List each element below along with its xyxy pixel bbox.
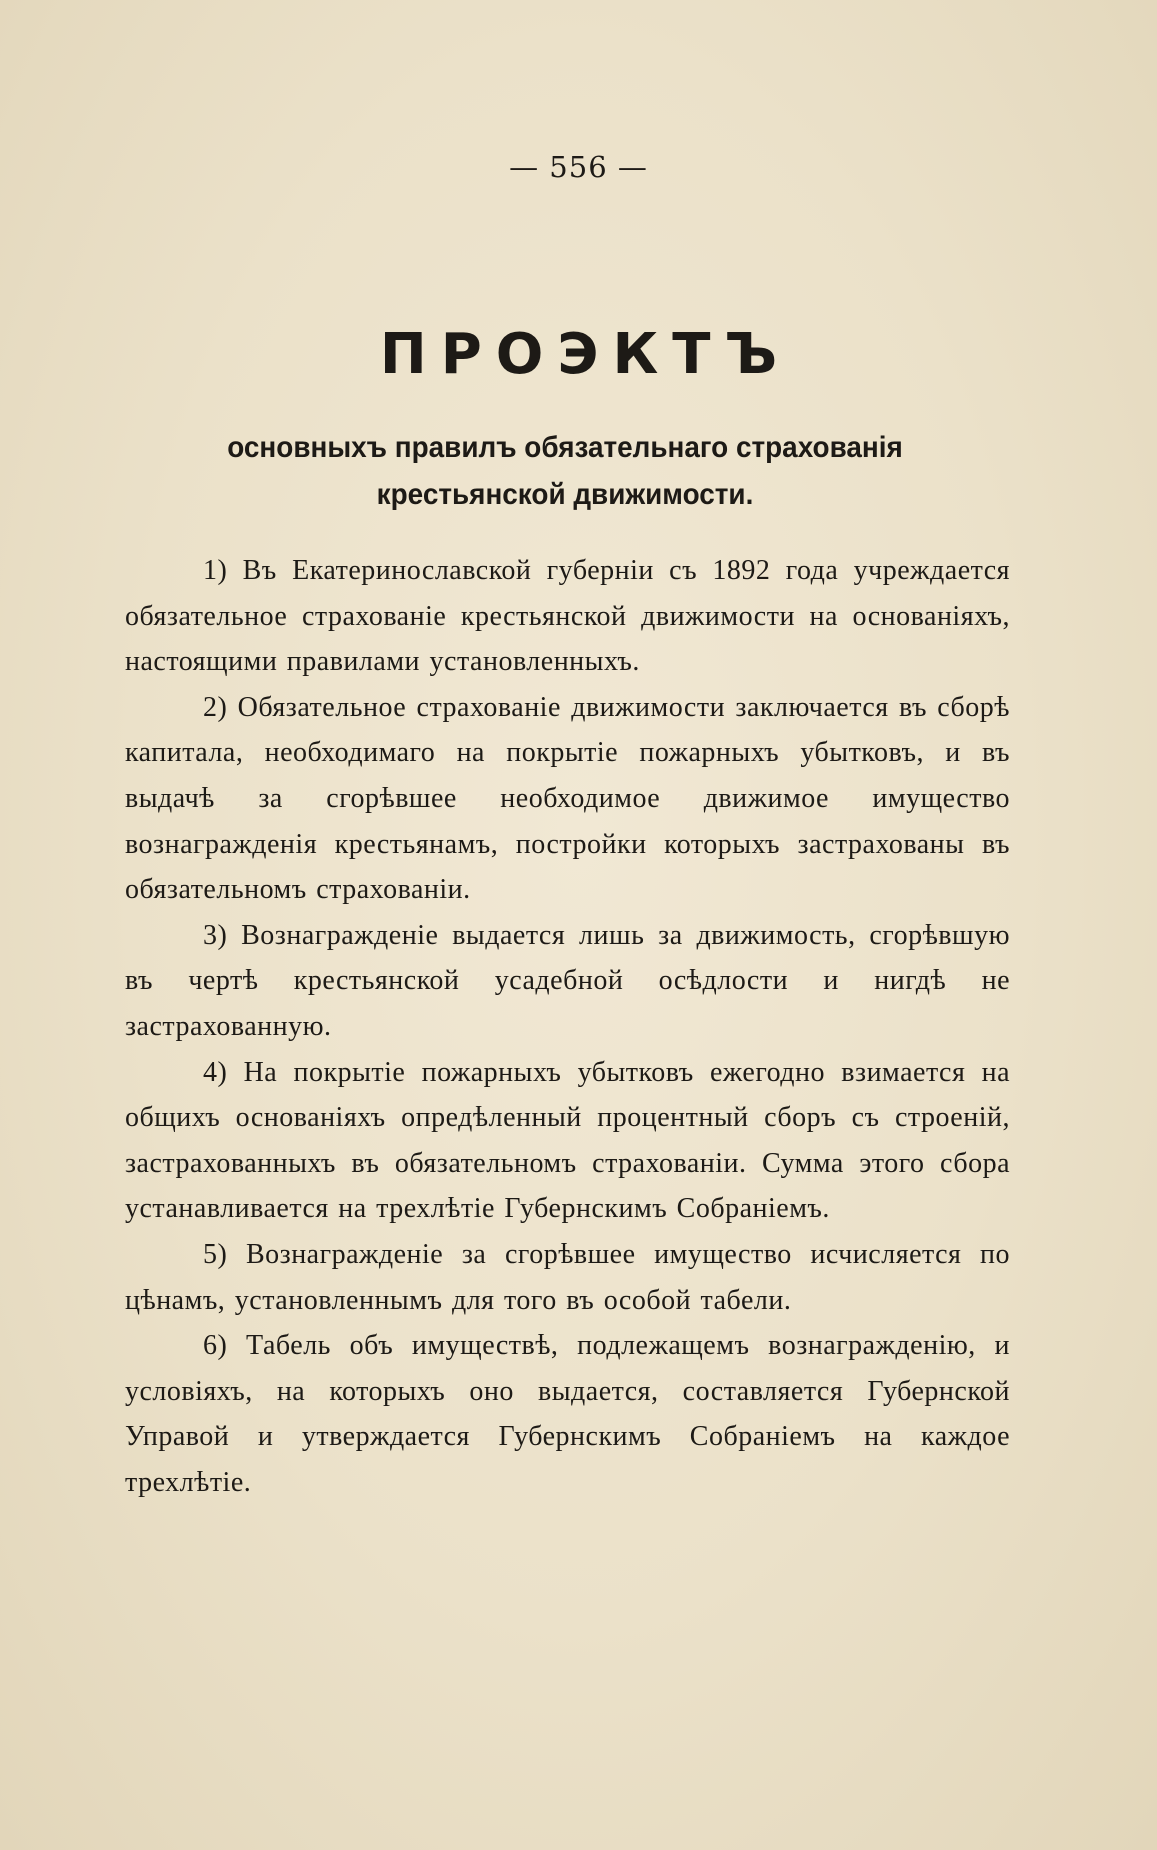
page-number: — 556 — bbox=[509, 150, 648, 184]
document-subtitle: основныхъ правилъ обязательнаго страхованія крестьянской движимости. bbox=[227, 431, 903, 511]
paragraph-4: 4) На покрытіе пожарныхъ убытковъ ежегодно взимается на общихъ основаніяхъ опредѣленный процентный сборъ съ строеній, застрахованныхъ въ обязательномъ страхованіи. Сумма этого сбора устанавливается на трехлѣтіе Губернскимъ Собраніемъ. bbox=[125, 1056, 1010, 1225]
document-body bbox=[125, 548, 1010, 1505]
paragraph-3: 3) Вознагражденіе выдается лишь за движимость, сгорѣвшую въ чертѣ крестьянской усадебной осѣдлости и нигдѣ не застрахованную. bbox=[125, 919, 1010, 1042]
paragraph-6: 6) Табель объ имуществѣ, подлежащемъ вознагражденію, и условіяхъ, на которыхъ оно выдается, составляется Губернской Управой и утверждается Губернскимъ Собраніемъ на каждое трехлѣтіе. bbox=[125, 1330, 1010, 1498]
paragraph-5: 5) Вознагражденіе за сгорѣвшее имущество исчисляется по цѣнамъ, установленнымъ для того въ особой табели. bbox=[125, 1238, 1010, 1316]
paragraph-2: 2) Обязательное страхованіе движимости заключается въ сборѣ капитала, необходимаго на покрытіе пожарныхъ убытковъ, и въ выдачѣ за сгорѣвшее необходимое движимое имущество вознагражденія крестьянамъ, постройки которыхъ застрахованы въ обязательномъ страхованіи. bbox=[125, 691, 1010, 906]
document-title: ПРОЭКТЪ bbox=[379, 322, 792, 387]
paragraph-1: 1) Въ Екатеринославской губерніи съ 1892 года учреждается обязательное страхованіе крестьянской движимости на основаніяхъ, настоящими правилами установленныхъ. bbox=[125, 555, 1010, 678]
